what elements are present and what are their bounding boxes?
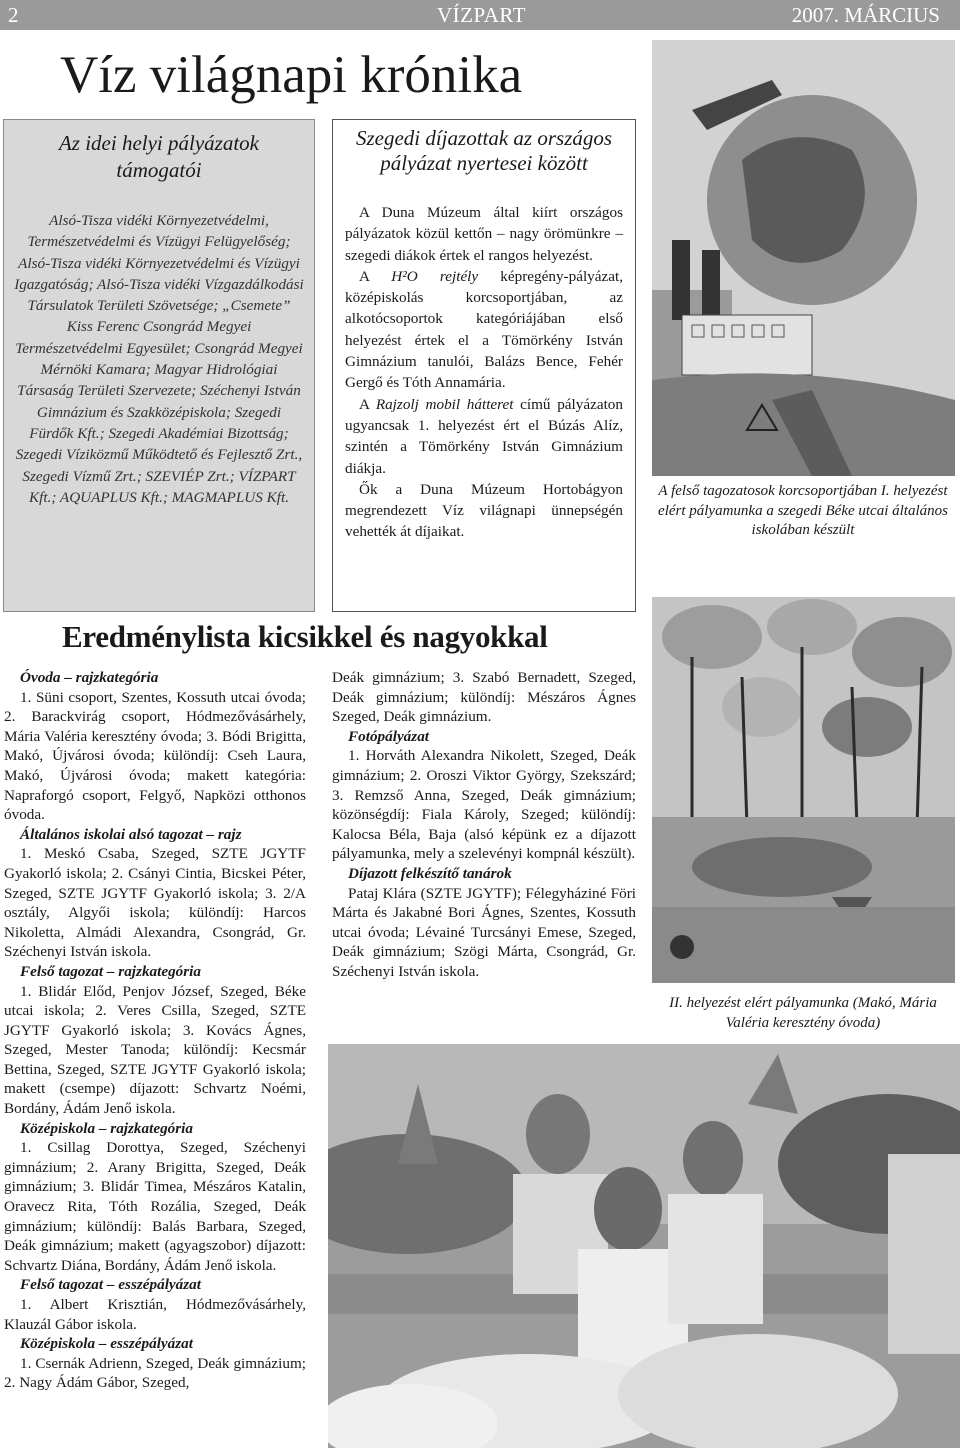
category-heading: Felső tagozat – rajzkategória (20, 962, 201, 980)
middle-image-caption: II. helyezést elért pályamunka (Makó, Mária Valéria keresztény óvoda) (669, 995, 937, 1031)
category-heading: Általános iskolai alsó tagozat – rajz (20, 825, 242, 843)
result-text: 1. Meskó Csaba, Szeged, SZTE JGYTF Gyakorló iskola; 2. Csányi Cintia, Bicskei Péter, Szeged, SZTE JGYTF Gyakorló iskola; 3. 2/A osztály, Algyői iskola; különdíj: Harcos Nikoletta, Almádi Alexandra, Csongrád, Gr. Széchenyi István iskola. (4, 845, 306, 961)
page-title: Víz világnapi krónika (60, 46, 523, 104)
comic-contest-name: H²O rejtély (391, 267, 479, 285)
sponsor-box (3, 119, 315, 612)
szeged-paragraph-2: A H²O rejtély képregény-pályázat, középiskolás korcsoportjában, az alkotócsoportok kategóriájában első helyezést értek el a Tömörkény István Gimnázium tanulói, Balázs Bence, Fehér Gergő és Tóth Annamária. (345, 267, 623, 392)
result-text: 1. Csernák Adrienn, Szeged, Deák gimnázium; 2. Nagy Ádám Gábor, Szeged, (4, 1354, 306, 1392)
szeged-paragraph-3: A Rajzolj mobil hátteret című pályázaton ugyancsak 1. helyezést ért el Búzás Alíz, szintén a Tömörkény István Gimnázium diákja. (345, 395, 623, 477)
results-column-left (4, 668, 306, 1393)
sponsor-list: Alsó-Tisza vidéki Környezetvédelmi, Természetvédelmi és Vízügyi Felügyelőség; Alsó-Tisza vidéki Környezetvédelmi és Vízügyi Igazgatóság; Alsó-Tisza vidéki Vízgazdálkodási Társulatok Területi Szövetsége; „Csemete” Kiss Ferenc Csongrád Megyei Természetvédelmi Egyesület; Csongrád Megyei Mérnöki Kamara; Magyar Hidrológiai Társaság Területi Szervezete; Széchenyi István Gimnázium és Szakközépiskola; Szegedi Fürdők Kft.; Szegedi Akadémiai Bizottság; Szegedi Víziközmű Működtető és Fejlesztő Zrt., Szegedi Vízmű Zrt.; SZEVIÉP Zrt.; VÍZPART Kft.; AQUAPLUS Kft.; MAGMAPLUS Kft. (14, 212, 304, 506)
category-heading: Középiskola – esszépályázat (20, 1335, 193, 1353)
result-text: 1. Blidár Előd, Penjov József, Szeged, Béke utcai iskola; 2. Veres Csilla, Szeged, SZTE JGYTF Gyakorló iskola; 3. Kovács Ágnes, Szeged, Mester Tanoda; különdíj: Kecsmár Bettina, Szeged, SZTE JGYTF Gyakorló iskola; makett (csempe) díjazott: Schvartz Noémi, Bordány, Ádám Jenő iskola. (4, 982, 306, 1118)
result-text: 1. Horváth Alexandra Nikolett, Szeged, Deák gimnázium; 2. Oroszi Viktor György, Szekszárd; 3. Remzső Anna, Szeged, Deák gimnázium; közönségdíj: Fiala Károly, Szeged; különdíj: Kalocsa Béla, Baja (alsó képünk ez a díjazott pályamunka, mely a szelevényi kompnál készült). (332, 747, 636, 863)
category-heading: Díjazott felkészítő tanárok (348, 864, 512, 882)
szeged-paragraph-4: Ők a Duna Múzeum Hortobágyon megrendezett Víz világnapi ünnepségén vehették át díjaikat. (345, 480, 623, 541)
category-heading: Óvoda – rajzkategória (20, 669, 159, 686)
result-text: Deák gimnázium; 3. Szabó Bernadett, Szeged, Deák gimnázium; különdíj: Mészáros Ágnes Szeged, Deák gimnázium. (332, 669, 636, 726)
results-column-middle (332, 668, 636, 982)
result-text: Pataj Klára (SZTE JGYTF); Félegyháziné Föri Márta és Jakabné Bori Ágnes, Szentes, Kossuth utcai óvoda; Lévainé Turcsányi Emese, Szeged, Deák gimnázium; Szögi Márta, Csongrád, Gr. Széchenyi István iskola. (332, 884, 636, 980)
category-heading: Felső tagozat – esszépályázat (20, 1276, 201, 1294)
mobile-contest-name: Rajzolj mobil hátteret (375, 395, 514, 413)
kindergarten-drawing-image (652, 597, 955, 983)
publication-name: VÍZPART (437, 3, 526, 27)
top-image-caption: A felső tagozatosok korcsoportjában I. helyezést elért pályamunka a szegedi Béke utcai általános iskolában készült (658, 483, 948, 538)
results-title: Eredménylista kicsikkel és nagyokkal (62, 619, 548, 654)
category-heading: Középiskola – rajzkategória (20, 1119, 193, 1137)
category-heading: Fotópályázat (348, 727, 430, 745)
szeged-winners-box (332, 119, 636, 612)
ferry-photo-image (328, 1044, 960, 1448)
page-header (0, 0, 960, 30)
page-number: 2 (8, 3, 19, 27)
sponsor-title: Az idei helyi pályázatok támogatói (58, 131, 260, 182)
earth-painting-image (652, 40, 955, 476)
szeged-box-title: Szegedi díjazottak az országos pályázat nyertesei között (355, 126, 613, 175)
result-text: 1. Albert Krisztián, Hódmezővásárhely, Klauzál Gábor iskola. (4, 1296, 306, 1333)
issue-date: 2007. MÁRCIUS (791, 3, 940, 27)
szeged-paragraph-1: A Duna Múzeum által kiírt országos pályázatok közül kettőn – nagy örömünkre – szegedi diákok értek el rangos helyezést. (345, 204, 623, 264)
result-text: 1. Csillag Dorottya, Szeged, Széchenyi gimnázium; 2. Arany Brigitta, Szeged, Deák gimnázium; 3. Blidár Timea, Mészáros Katalin, Oravecz Rita, Tóth Rozália, Szeged, Deák gimnázium; különdíj: Balás Barbara, Szeged, Deák gimnázium; makett (agyagszobor) díjazott: Schvartz Diána, Bordány, Ádám Jenő iskola. (4, 1139, 306, 1274)
result-text: 1. Süni csoport, Szentes, Kossuth utcai óvoda; 2. Barackvirág csoport, Hódmezővásárhely, Mária Valéria keresztény óvoda; 3. Bódi Brigitta, Makó, Újvárosi óvoda; különdíj: Cseh Laura, Makó, Újvárosi óvoda; makett kategória: Napraforgó csoport, Felgyő, Napközi otthonos óvoda. (4, 688, 306, 824)
